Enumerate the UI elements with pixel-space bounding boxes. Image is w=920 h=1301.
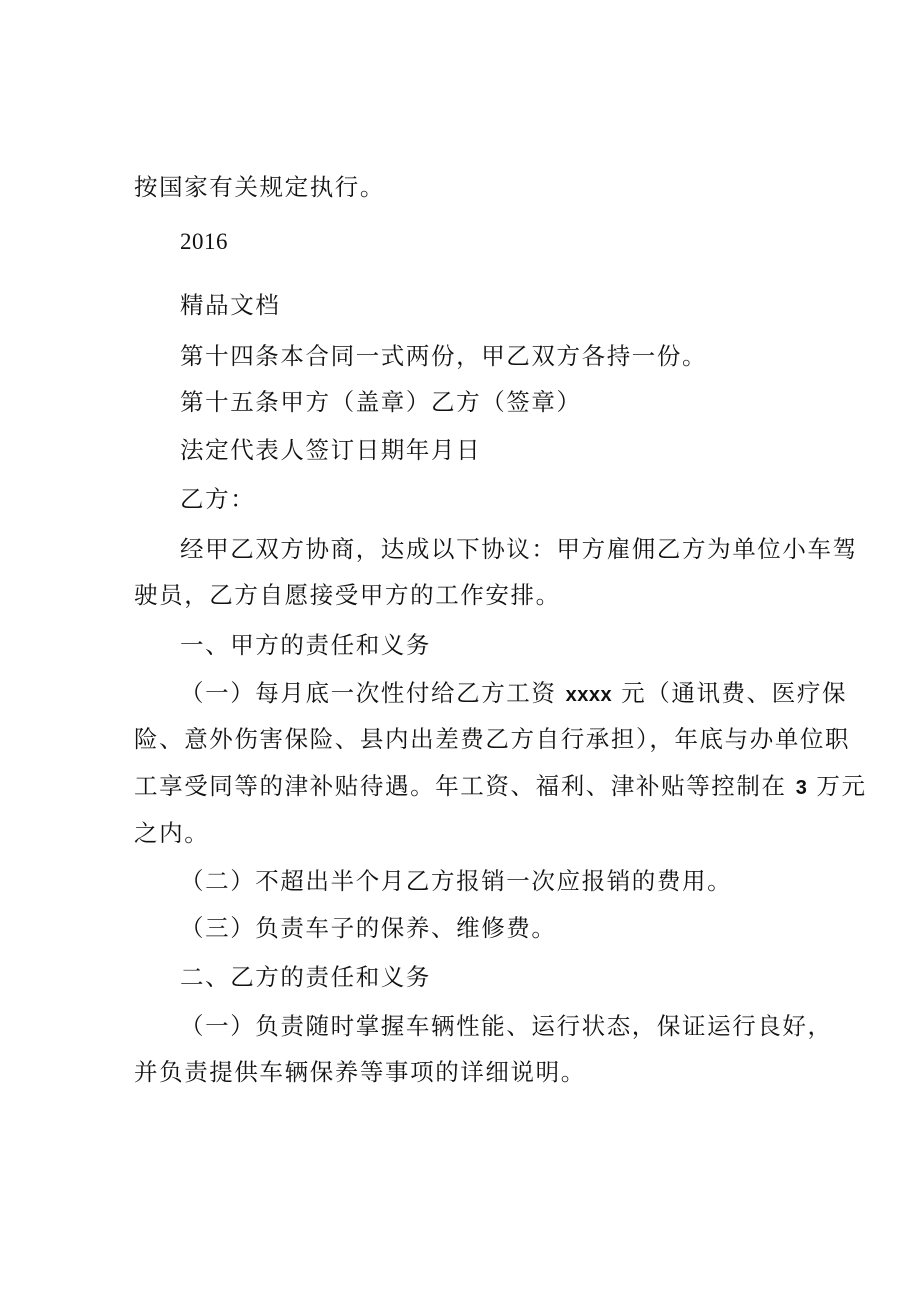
salary-placeholder: xxxx <box>565 684 613 706</box>
item-a1-line-4: 之内。 <box>134 819 210 847</box>
item-a1-text-part-1: （一）每月底一次性付给乙方工资 <box>180 679 557 707</box>
item-b1-line-1: （一）负责随时掌握车辆性能、运行状态，保证运行良好， <box>180 1012 833 1040</box>
item-a1-line-3 <box>134 771 867 803</box>
item-a3: （三）负责车子的保养、维修费。 <box>180 914 557 942</box>
section-heading-party-a: 一、甲方的责任和义务 <box>180 631 431 659</box>
agreement-paragraph-line-2: 驶员，乙方自愿接受甲方的工作安排。 <box>134 581 561 609</box>
clause-15: 第十五条甲方（盖章）乙方（签章） <box>180 388 582 416</box>
agreement-paragraph-line-1: 经甲乙双方协商，达成以下协议：甲方雇佣乙方为单位小车驾 <box>180 535 858 563</box>
amount-number: 3 <box>795 777 808 799</box>
watermark-heading: 精品文档 <box>180 291 281 319</box>
item-a2: （二）不超出半个月乙方报销一次应报销的费用。 <box>180 867 733 895</box>
clause-14: 第十四条本合同一式两份，甲乙双方各持一份。 <box>180 342 708 370</box>
item-a1-text-part-2: 元（通讯费、医疗保 <box>621 679 848 707</box>
section-heading-party-b: 二、乙方的责任和义务 <box>180 963 431 991</box>
item-a1-line-1 <box>180 678 847 710</box>
item-a1-text-part-3: 工享受同等的津补贴待遇。年工资、福利、津补贴等控制在 <box>134 772 787 800</box>
item-a1-text-part-4: 万元 <box>816 772 867 800</box>
text-line: 按国家有关规定执行。 <box>134 173 385 201</box>
item-b1-line-2: 并负责提供车辆保养等事项的详细说明。 <box>134 1058 586 1086</box>
year-text: 2016 <box>180 229 228 254</box>
signature-date-line: 法定代表人签订日期年月日 <box>180 436 482 464</box>
party-b-label: 乙方： <box>180 485 256 513</box>
item-a1-line-2: 险、意外伤害保险、县内出差费乙方自行承担），年底与办单位职 <box>134 725 851 753</box>
